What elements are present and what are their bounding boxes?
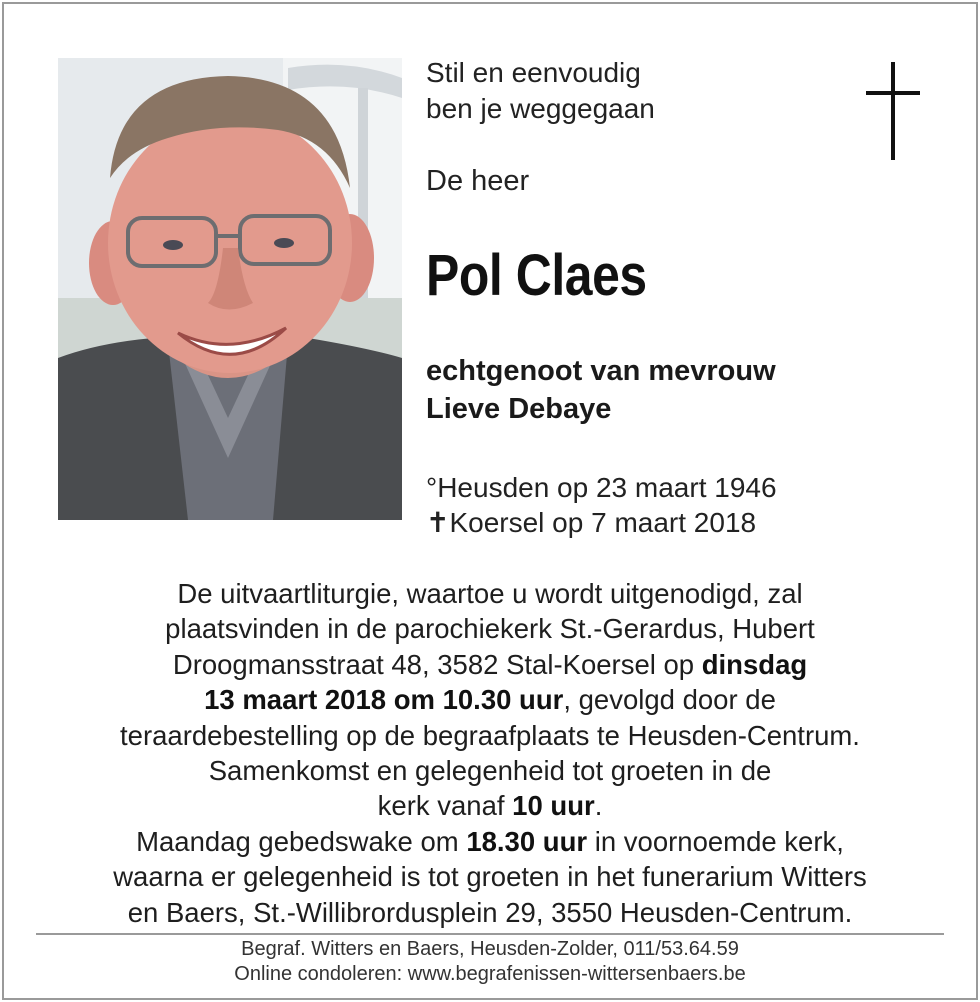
ceremony-line	[40, 682, 940, 717]
funeral-home-line: Begraf. Witters en Baers, Heusden-Zolder, 011/53.64.59	[241, 938, 739, 960]
ceremony-day: dinsdag	[701, 648, 808, 680]
spouse-name: Lieve Debaye	[426, 393, 612, 425]
honorific: De heer	[426, 165, 530, 197]
ceremony-line: waarna er gelegenheid is tot groeten in het funerarium Witters	[113, 861, 867, 893]
vigil-time: 18.30 uur	[466, 825, 588, 857]
deceased-name: Pol Claes	[426, 243, 647, 308]
ceremony-line: De uitvaartliturgie, waartoe u wordt uitgenodigd, zal	[177, 578, 803, 609]
ceremony-line	[40, 788, 940, 823]
ceremony-datetime: 13 maart 2018 om 10.30 uur	[204, 684, 564, 716]
portrait-photo	[58, 58, 402, 520]
ceremony-text: , gevolgd door de	[563, 684, 776, 716]
ceremony-details	[40, 576, 940, 930]
spouse-info	[426, 352, 776, 428]
spouse-line: echtgenoot van mevrouw	[426, 355, 776, 387]
visiting-time: 10 uur	[512, 790, 595, 822]
ceremony-line: teraardebestelling op de begraafplaats te Heusden-Centrum.	[120, 719, 860, 751]
ceremony-line	[40, 824, 940, 859]
ceremony-line: Samenkomst en gelegenheid tot groeten in de	[208, 755, 772, 787]
poem-line: ben je weggegaan	[426, 93, 655, 124]
ceremony-line	[40, 647, 940, 682]
ceremony-line: plaatsvinden in de parochiekerk St.-Gerardus, Hubert	[165, 613, 815, 645]
ceremony-line: en Baers, St.-Willibrordusplein 29, 3550 Heusden-Centrum.	[127, 896, 853, 928]
footer	[40, 937, 940, 987]
portrait-illustration	[58, 58, 402, 520]
ceremony-text: .	[594, 790, 603, 822]
ceremony-text: Maandag gebedswake om	[136, 825, 467, 857]
ceremony-text: kerk vanaf	[377, 790, 513, 822]
latin-cross-icon	[862, 62, 924, 160]
poem	[426, 55, 655, 127]
death-date: ✝Koersel op 7 maart 2018	[426, 507, 757, 538]
poem-line: Stil en eenvoudig	[426, 57, 641, 88]
ceremony-text: Droogmansstraat 48, 3582 Stal-Koersel op	[172, 648, 702, 680]
ceremony-text: in voornoemde kerk,	[587, 825, 844, 857]
footer-divider	[36, 933, 944, 935]
life-dates	[426, 470, 777, 540]
birth-date: °Heusden op 23 maart 1946	[426, 472, 777, 503]
condolence-link[interactable]: Online condoleren: www.begrafenissen-wittersenbaers.be	[234, 963, 746, 985]
